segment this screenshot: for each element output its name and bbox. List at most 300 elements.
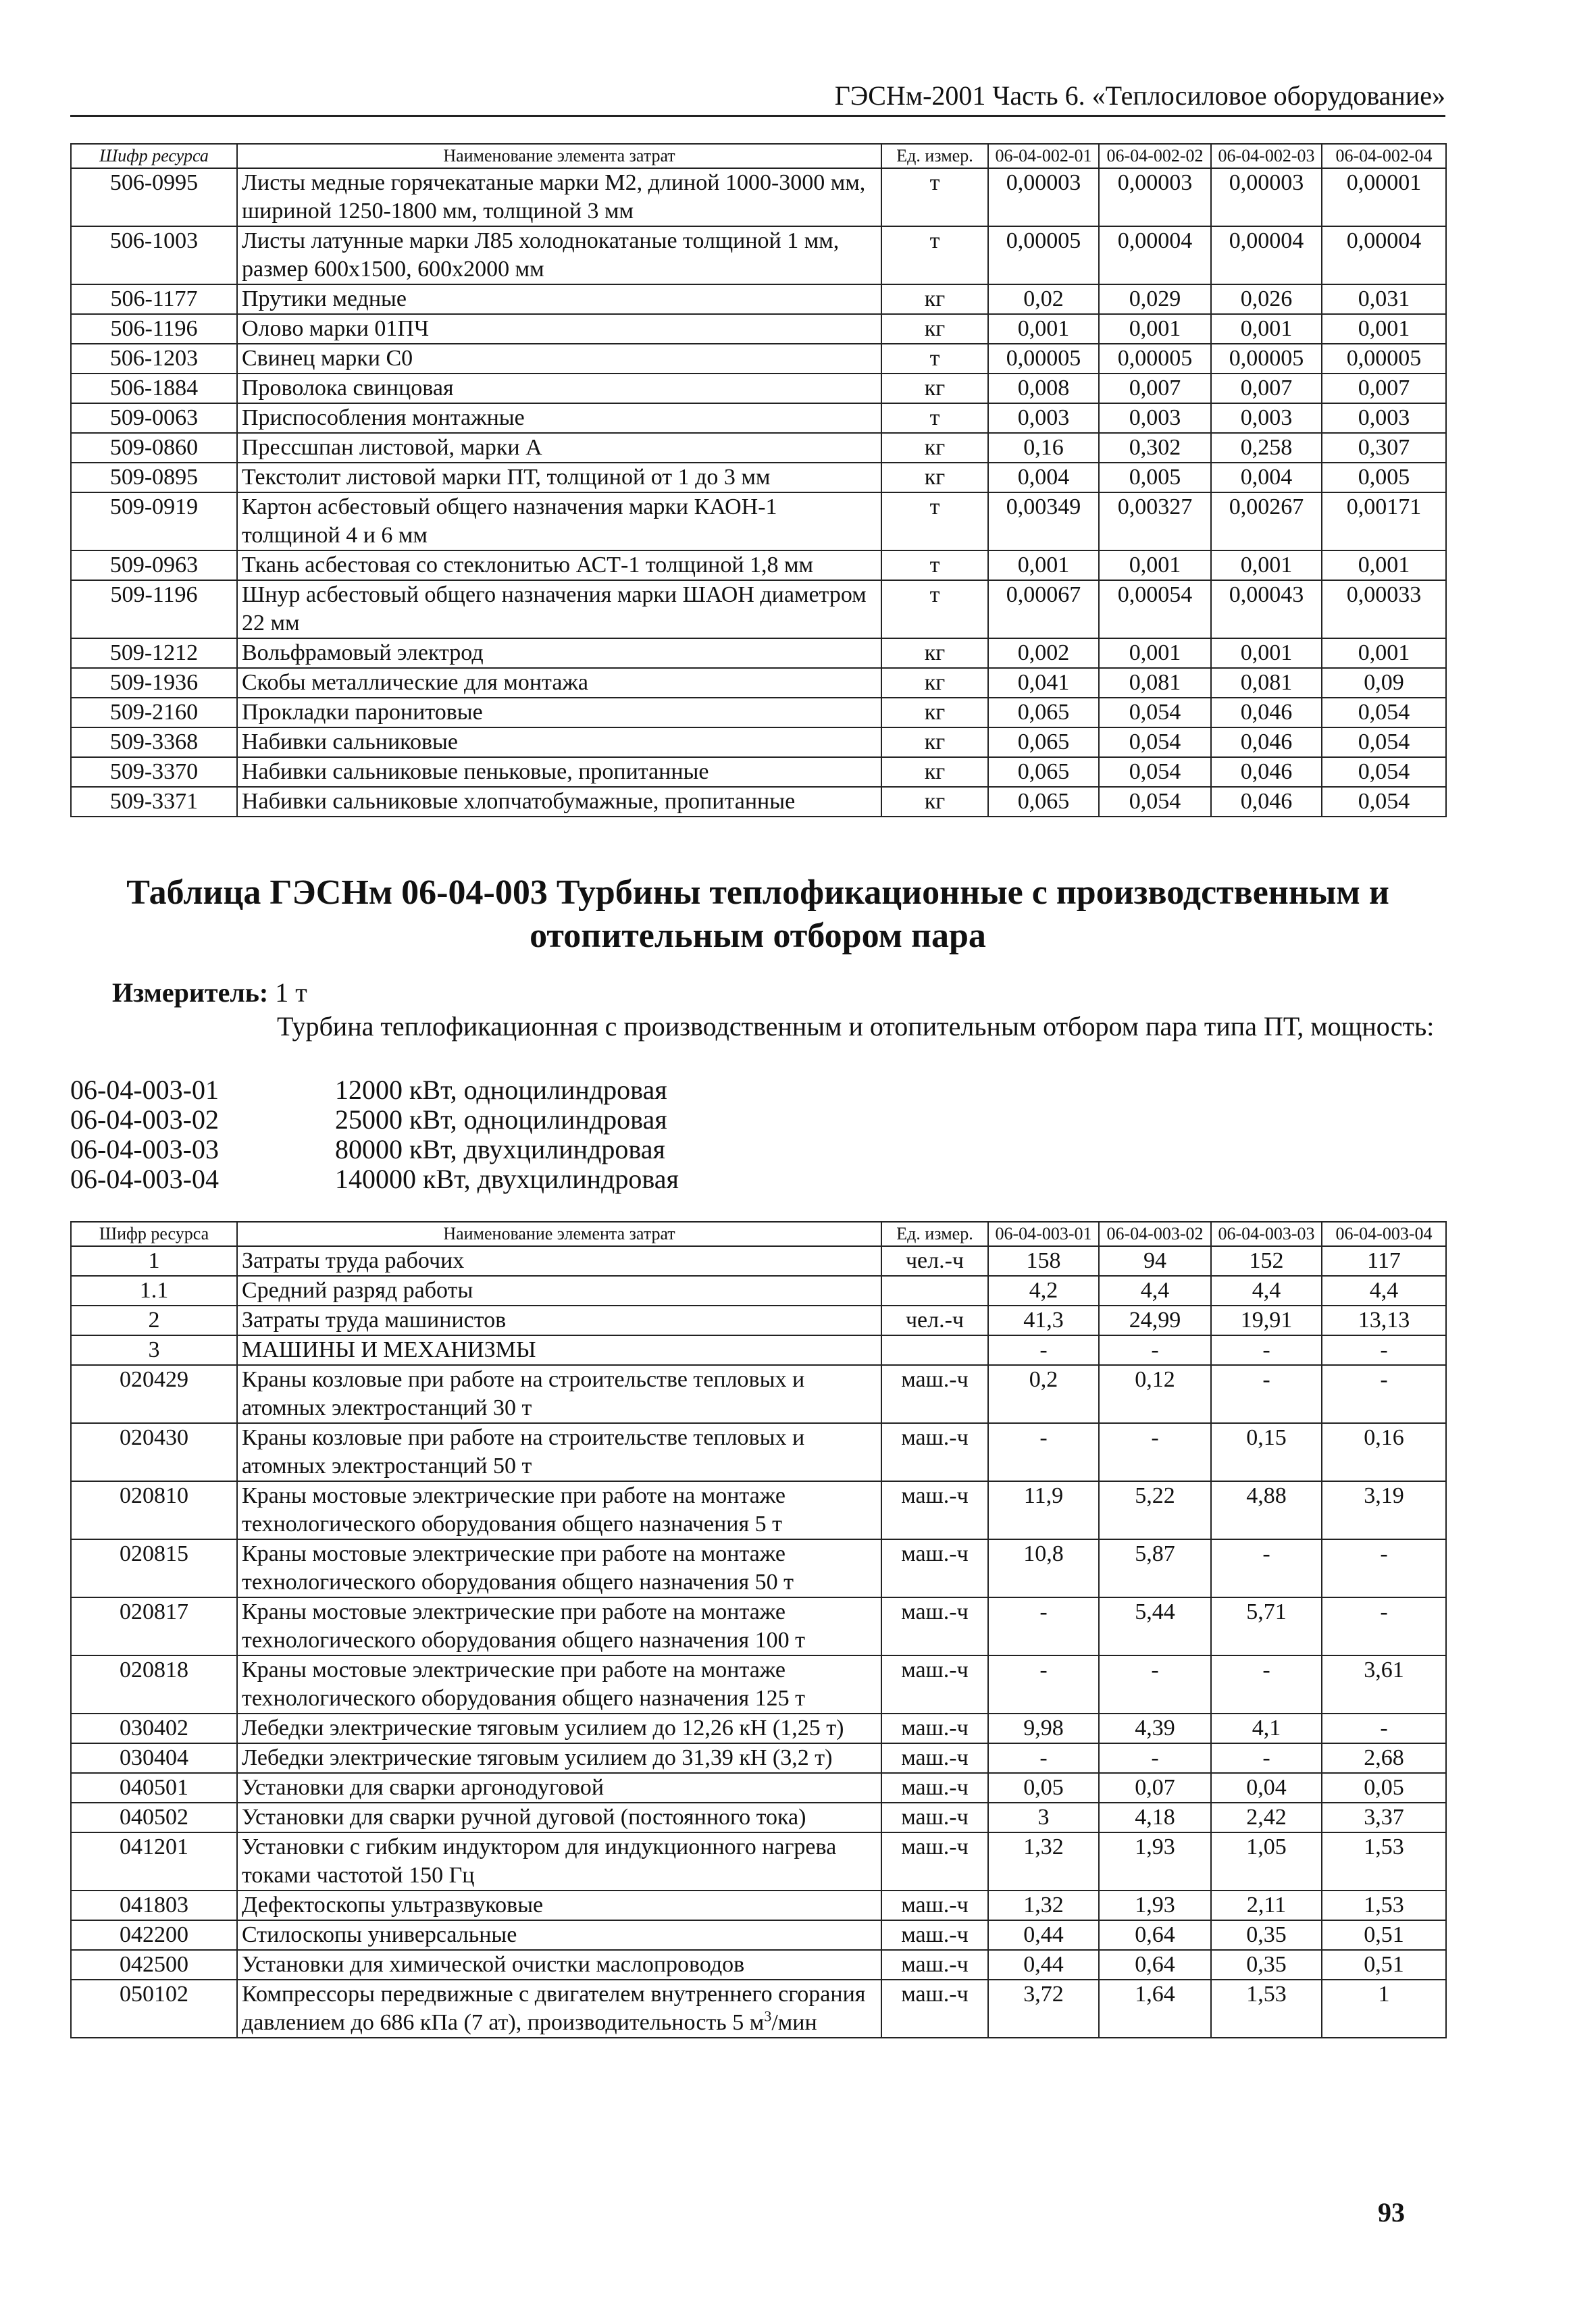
cell-name: Установки с гибким индуктором для индукционного нагрева токами частотой 150 Гц — [237, 1832, 881, 1891]
variant-item — [70, 1164, 679, 1194]
cell-code: 509-0963 — [71, 550, 237, 580]
cell-code: 030402 — [71, 1714, 237, 1743]
cell-name: Краны козловые при работе на строительстве тепловых и атомных электростанций 50 т — [237, 1423, 881, 1481]
cell-value-4: 0,001 — [1322, 314, 1446, 344]
cell-code: 042200 — [71, 1920, 237, 1950]
cell-value-4: 0,09 — [1322, 668, 1446, 698]
cell-unit: кг — [881, 314, 988, 344]
measure-value: 1 т — [275, 977, 307, 1008]
cell-name: Прутики медные — [237, 284, 881, 314]
cell-value-4: 0,51 — [1322, 1920, 1446, 1950]
table-row — [71, 1980, 1446, 2038]
cell-value-4: 0,307 — [1322, 433, 1446, 463]
cell-unit: т — [881, 550, 988, 580]
cell-value-2: 0,64 — [1099, 1920, 1211, 1950]
cell-value-1: 0,00005 — [988, 226, 1099, 284]
cell-value-2: 0,007 — [1099, 374, 1211, 403]
variant-code: 06-04-003-01 — [70, 1075, 219, 1105]
col-header-v3: 06-04-002-03 — [1211, 144, 1322, 168]
cell-unit: маш.-ч — [881, 1655, 988, 1714]
cell-value-4: 0,054 — [1322, 698, 1446, 727]
col-header-v2: 06-04-002-02 — [1099, 144, 1211, 168]
cell-value-3: 0,00004 — [1211, 226, 1322, 284]
cell-name: Набивки сальниковые хлопчатобумажные, пропитанные — [237, 787, 881, 817]
cell-name: Краны козловые при работе на строительстве тепловых и атомных электростанций 30 т — [237, 1365, 881, 1423]
cell-name: Листы латунные марки Л85 холоднокатаные толщиной 1 мм, размер 600х1500, 600х2000 мм — [237, 226, 881, 284]
cell-value-1: - — [988, 1335, 1099, 1365]
cell-name: Вольфрамовый электрод — [237, 638, 881, 668]
cell-value-4: 0,00001 — [1322, 168, 1446, 226]
cell-value-2: 0,029 — [1099, 284, 1211, 314]
cell-unit: кг — [881, 787, 988, 817]
cell-value-2: 0,00054 — [1099, 580, 1211, 638]
resources-table-header — [71, 1222, 1446, 1246]
cell-unit: маш.-ч — [881, 1891, 988, 1920]
table-row — [71, 1481, 1446, 1539]
cell-value-2: 4,18 — [1099, 1803, 1211, 1832]
cell-value-4: 1,53 — [1322, 1832, 1446, 1891]
cell-value-4: - — [1322, 1714, 1446, 1743]
cell-value-1: 0,00005 — [988, 344, 1099, 374]
cell-name: Ткань асбестовая со стеклонитью АСТ-1 толщиной 1,8 мм — [237, 550, 881, 580]
cell-value-1: 0,065 — [988, 757, 1099, 787]
table-row — [71, 1276, 1446, 1306]
cell-code: 040501 — [71, 1773, 237, 1803]
cell-value-3: - — [1211, 1365, 1322, 1423]
cell-value-1: 11,9 — [988, 1481, 1099, 1539]
table-row — [71, 1950, 1446, 1980]
cell-name: Затраты труда машинистов — [237, 1306, 881, 1335]
cell-code: 042500 — [71, 1950, 237, 1980]
cell-value-1: 0,065 — [988, 787, 1099, 817]
cell-value-1: 0,001 — [988, 314, 1099, 344]
cell-unit: маш.-ч — [881, 1950, 988, 1980]
cell-name: Текстолит листовой марки ПТ, толщиной от 1 до 3 мм — [237, 463, 881, 492]
cell-value-1: 0,16 — [988, 433, 1099, 463]
cell-value-3: - — [1211, 1743, 1322, 1773]
cell-unit: кг — [881, 638, 988, 668]
cell-value-2: 4,4 — [1099, 1276, 1211, 1306]
cell-value-2: 0,054 — [1099, 757, 1211, 787]
variant-text: 25000 кВт, одноцилиндровая — [335, 1104, 667, 1135]
cell-value-2: 0,001 — [1099, 638, 1211, 668]
cell-value-3: 0,046 — [1211, 698, 1322, 727]
page-number: 93 — [1378, 2197, 1405, 2228]
cell-value-3: 0,004 — [1211, 463, 1322, 492]
cell-value-4: 0,054 — [1322, 787, 1446, 817]
col-header-unit: Ед. измер. — [881, 144, 988, 168]
cell-code: 509-1212 — [71, 638, 237, 668]
table-row — [71, 1773, 1446, 1803]
cell-value-4: 1,53 — [1322, 1891, 1446, 1920]
table-row — [71, 374, 1446, 403]
table-row — [71, 1335, 1446, 1365]
resources-table-body — [71, 1246, 1446, 2038]
cell-value-1: 0,001 — [988, 550, 1099, 580]
table-row — [71, 1597, 1446, 1655]
cell-name: Скобы металлические для монтажа — [237, 668, 881, 698]
cell-value-2: - — [1099, 1335, 1211, 1365]
cell-code: 506-1884 — [71, 374, 237, 403]
cell-code: 509-3371 — [71, 787, 237, 817]
variant-item — [70, 1135, 679, 1164]
table-row — [71, 1920, 1446, 1950]
cell-value-3: 0,001 — [1211, 314, 1322, 344]
table-row — [71, 1655, 1446, 1714]
cell-value-1: 0,44 — [988, 1920, 1099, 1950]
cell-unit: кг — [881, 374, 988, 403]
cell-value-3: 2,42 — [1211, 1803, 1322, 1832]
cell-value-3: 0,35 — [1211, 1920, 1322, 1950]
cell-value-3: 19,91 — [1211, 1306, 1322, 1335]
cell-value-2: 0,00004 — [1099, 226, 1211, 284]
cell-value-1: 158 — [988, 1246, 1099, 1276]
cell-name: Стилоскопы универсальные — [237, 1920, 881, 1950]
cell-value-3: 4,4 — [1211, 1276, 1322, 1306]
cell-value-4: 0,003 — [1322, 403, 1446, 433]
cell-code: 506-1203 — [71, 344, 237, 374]
cell-value-4: 4,4 — [1322, 1276, 1446, 1306]
cell-value-1: 3 — [988, 1803, 1099, 1832]
table-row — [71, 344, 1446, 374]
cell-value-2: 0,054 — [1099, 727, 1211, 757]
cell-value-1: 10,8 — [988, 1539, 1099, 1597]
cell-code: 020818 — [71, 1655, 237, 1714]
cell-value-2: 0,00327 — [1099, 492, 1211, 550]
table-row — [71, 1423, 1446, 1481]
cell-value-1: 0,02 — [988, 284, 1099, 314]
cell-code: 020429 — [71, 1365, 237, 1423]
cell-value-4: 0,007 — [1322, 374, 1446, 403]
cell-code: 1 — [71, 1246, 237, 1276]
table-row — [71, 314, 1446, 344]
cell-value-2: - — [1099, 1655, 1211, 1714]
col-header-v3: 06-04-003-03 — [1211, 1222, 1322, 1246]
variant-text: 140000 кВт, двухцилиндровая — [335, 1164, 679, 1194]
cell-value-1: 1,32 — [988, 1832, 1099, 1891]
cell-code: 020815 — [71, 1539, 237, 1597]
cell-unit: т — [881, 580, 988, 638]
cell-code: 509-1936 — [71, 668, 237, 698]
cell-value-4: 0,00004 — [1322, 226, 1446, 284]
cell-name: Листы медные горячекатаные марки М2, длиной 1000-3000 мм, шириной 1250-1800 мм, толщиной 3 мм — [237, 168, 881, 226]
cell-name — [237, 1980, 881, 2038]
cell-value-3: 0,046 — [1211, 787, 1322, 817]
cell-name-superscript: 3 — [764, 2007, 772, 2025]
table-row — [71, 226, 1446, 284]
cell-value-2: 0,054 — [1099, 698, 1211, 727]
cell-unit: маш.-ч — [881, 1773, 988, 1803]
cell-unit: кг — [881, 668, 988, 698]
cell-name: Средний разряд работы — [237, 1276, 881, 1306]
cell-value-2: 94 — [1099, 1246, 1211, 1276]
cell-code: 509-0860 — [71, 433, 237, 463]
cell-value-2: - — [1099, 1743, 1211, 1773]
cell-name: Набивки сальниковые — [237, 727, 881, 757]
cell-value-2: 0,005 — [1099, 463, 1211, 492]
cell-value-3: 0,35 — [1211, 1950, 1322, 1980]
cell-value-3: 0,026 — [1211, 284, 1322, 314]
measure-line — [112, 977, 307, 1009]
cell-value-3: 1,05 — [1211, 1832, 1322, 1891]
variant-code: 06-04-003-03 — [70, 1134, 219, 1164]
cell-value-2: 0,64 — [1099, 1950, 1211, 1980]
cell-name: Краны мостовые электрические при работе на монтаже технологического оборудования общего назначения 100 т — [237, 1597, 881, 1655]
cell-value-3: 0,00003 — [1211, 168, 1322, 226]
cell-unit: маш.-ч — [881, 1803, 988, 1832]
cell-name: Лебедки электрические тяговым усилием до 31,39 кН (3,2 т) — [237, 1743, 881, 1773]
table-row — [71, 1891, 1446, 1920]
cell-code: 040502 — [71, 1803, 237, 1832]
cell-value-3: 152 — [1211, 1246, 1322, 1276]
variant-item — [70, 1075, 679, 1105]
table-row — [71, 638, 1446, 668]
cell-value-4: 0,00005 — [1322, 344, 1446, 374]
cell-value-2: 0,001 — [1099, 314, 1211, 344]
table-row — [71, 580, 1446, 638]
cell-unit: маш.-ч — [881, 1832, 988, 1891]
cell-unit: кг — [881, 727, 988, 757]
running-header: ГЭСНм-2001 Часть 6. «Теплосиловое оборудование» — [70, 80, 1445, 117]
resources-table — [70, 1221, 1447, 2038]
cell-value-4: - — [1322, 1597, 1446, 1655]
cell-code: 509-3370 — [71, 757, 237, 787]
cell-code: 509-1196 — [71, 580, 237, 638]
cell-name: Свинец марки С0 — [237, 344, 881, 374]
col-header-unit: Ед. измер. — [881, 1222, 988, 1246]
cell-code: 1.1 — [71, 1276, 237, 1306]
cell-code: 506-1003 — [71, 226, 237, 284]
cell-value-3: 5,71 — [1211, 1597, 1322, 1655]
cell-value-2: 5,22 — [1099, 1481, 1211, 1539]
table-row — [71, 492, 1446, 550]
table-title: Таблица ГЭСНм 06-04-003 Турбины теплофикационные с производственным и отопительным отбором пара — [126, 873, 1389, 955]
materials-table-header — [71, 144, 1446, 168]
table-row — [71, 668, 1446, 698]
cell-value-1: 0,004 — [988, 463, 1099, 492]
cell-unit — [881, 1276, 988, 1306]
cell-unit: маш.-ч — [881, 1597, 988, 1655]
cell-value-1: - — [988, 1597, 1099, 1655]
col-header-code: Шифр ресурса — [71, 144, 237, 168]
cell-value-2: 0,081 — [1099, 668, 1211, 698]
cell-code: 030404 — [71, 1743, 237, 1773]
materials-table — [70, 143, 1447, 817]
cell-value-2: 0,00003 — [1099, 168, 1211, 226]
table-row — [71, 1743, 1446, 1773]
cell-name: Шнур асбестовый общего назначения марки ШАОН диаметром 22 мм — [237, 580, 881, 638]
cell-unit: маш.-ч — [881, 1743, 988, 1773]
cell-value-1: 0,2 — [988, 1365, 1099, 1423]
cell-value-3: 0,046 — [1211, 727, 1322, 757]
cell-name: Дефектоскопы ультразвуковые — [237, 1891, 881, 1920]
cell-value-4: 0,001 — [1322, 550, 1446, 580]
col-header-v2: 06-04-003-02 — [1099, 1222, 1211, 1246]
cell-name: Краны мостовые электрические при работе на монтаже технологического оборудования общего назначения 50 т — [237, 1539, 881, 1597]
cell-value-3: 0,001 — [1211, 550, 1322, 580]
cell-code: 041201 — [71, 1832, 237, 1891]
cell-value-1: 0,041 — [988, 668, 1099, 698]
cell-value-1: 0,065 — [988, 727, 1099, 757]
cell-unit: т — [881, 168, 988, 226]
cell-code: 041803 — [71, 1891, 237, 1920]
table-row — [71, 284, 1446, 314]
cell-value-2: 0,07 — [1099, 1773, 1211, 1803]
cell-value-4: 2,68 — [1322, 1743, 1446, 1773]
cell-name: Олово марки 01ПЧ — [237, 314, 881, 344]
cell-unit: маш.-ч — [881, 1365, 988, 1423]
cell-value-1: 0,05 — [988, 1773, 1099, 1803]
cell-code: 020810 — [71, 1481, 237, 1539]
cell-value-2: - — [1099, 1423, 1211, 1481]
table-row — [71, 433, 1446, 463]
cell-code: 506-0995 — [71, 168, 237, 226]
cell-value-3: 0,003 — [1211, 403, 1322, 433]
cell-value-3: 0,15 — [1211, 1423, 1322, 1481]
table-row — [71, 403, 1446, 433]
table-row — [71, 698, 1446, 727]
cell-name: Краны мостовые электрические при работе на монтаже технологического оборудования общего назначения 125 т — [237, 1655, 881, 1714]
cell-value-1: - — [988, 1655, 1099, 1714]
cell-name-tail: /мин — [771, 2010, 817, 2035]
cell-value-2: 5,44 — [1099, 1597, 1211, 1655]
cell-name: Набивки сальниковые пеньковые, пропитанные — [237, 757, 881, 787]
cell-name: Установки для сварки ручной дуговой (постоянного тока) — [237, 1803, 881, 1832]
table-row — [71, 1714, 1446, 1743]
cell-value-3: 0,00267 — [1211, 492, 1322, 550]
cell-value-1: 0,065 — [988, 698, 1099, 727]
cell-value-4: 3,61 — [1322, 1655, 1446, 1714]
cell-value-2: 1,64 — [1099, 1980, 1211, 2038]
cell-name: Прокладки паронитовые — [237, 698, 881, 727]
cell-value-2: 0,12 — [1099, 1365, 1211, 1423]
cell-value-3: 4,1 — [1211, 1714, 1322, 1743]
cell-value-4: 1 — [1322, 1980, 1446, 2038]
cell-name: Картон асбестовый общего назначения марки КАОН-1 толщиной 4 и 6 мм — [237, 492, 881, 550]
cell-value-2: 4,39 — [1099, 1714, 1211, 1743]
cell-value-1: 1,32 — [988, 1891, 1099, 1920]
cell-unit: т — [881, 344, 988, 374]
variant-code: 06-04-003-04 — [70, 1164, 219, 1194]
cell-name: Лебедки электрические тяговым усилием до 12,26 кН (1,25 т) — [237, 1714, 881, 1743]
table-row — [71, 727, 1446, 757]
table-row — [71, 1803, 1446, 1832]
cell-value-3: - — [1211, 1539, 1322, 1597]
cell-value-1: 41,3 — [988, 1306, 1099, 1335]
cell-code: 3 — [71, 1335, 237, 1365]
cell-value-1: 0,00067 — [988, 580, 1099, 638]
cell-value-3: 4,88 — [1211, 1481, 1322, 1539]
cell-value-4: 0,00033 — [1322, 580, 1446, 638]
cell-value-3: - — [1211, 1655, 1322, 1714]
cell-unit: кг — [881, 433, 988, 463]
table-row — [71, 757, 1446, 787]
cell-value-4: 0,005 — [1322, 463, 1446, 492]
cell-name: Краны мостовые электрические при работе на монтаже технологического оборудования общего назначения 5 т — [237, 1481, 881, 1539]
cell-value-1: 0,00349 — [988, 492, 1099, 550]
cell-code: 509-3368 — [71, 727, 237, 757]
cell-value-3: 2,11 — [1211, 1891, 1322, 1920]
cell-unit: т — [881, 403, 988, 433]
cell-unit: маш.-ч — [881, 1714, 988, 1743]
cell-code: 506-1177 — [71, 284, 237, 314]
cell-value-4: 0,51 — [1322, 1950, 1446, 1980]
cell-value-3: 0,001 — [1211, 638, 1322, 668]
table-row — [71, 550, 1446, 580]
col-header-code: Шифр ресурса — [71, 1222, 237, 1246]
col-header-name: Наименование элемента затрат — [237, 144, 881, 168]
cell-value-3: 0,007 — [1211, 374, 1322, 403]
cell-value-3: 0,00005 — [1211, 344, 1322, 374]
cell-value-3: 1,53 — [1211, 1980, 1322, 2038]
table-row — [71, 168, 1446, 226]
measure-label: Измеритель: — [112, 977, 269, 1008]
col-header-v4: 06-04-002-04 — [1322, 144, 1446, 168]
cell-code: 509-2160 — [71, 698, 237, 727]
cell-value-1: 0,003 — [988, 403, 1099, 433]
cell-value-4: 0,054 — [1322, 727, 1446, 757]
cell-value-4: 0,16 — [1322, 1423, 1446, 1481]
cell-value-2: 0,003 — [1099, 403, 1211, 433]
cell-value-1: 0,002 — [988, 638, 1099, 668]
cell-unit: кг — [881, 757, 988, 787]
cell-value-4: - — [1322, 1539, 1446, 1597]
cell-code: 020817 — [71, 1597, 237, 1655]
cell-unit: кг — [881, 698, 988, 727]
cell-unit — [881, 1335, 988, 1365]
cell-code: 506-1196 — [71, 314, 237, 344]
cell-value-1: 0,008 — [988, 374, 1099, 403]
cell-name: Приспособления монтажные — [237, 403, 881, 433]
cell-value-3: 0,046 — [1211, 757, 1322, 787]
variant-text: 80000 кВт, двухцилиндровая — [335, 1134, 665, 1164]
table-row — [71, 463, 1446, 492]
cell-unit: кг — [881, 284, 988, 314]
table-row — [71, 1306, 1446, 1335]
cell-value-4: 117 — [1322, 1246, 1446, 1276]
cell-code: 2 — [71, 1306, 237, 1335]
cell-value-1: 3,72 — [988, 1980, 1099, 2038]
cell-value-1: 0,44 — [988, 1950, 1099, 1980]
cell-name: Затраты труда рабочих — [237, 1246, 881, 1276]
col-header-v1: 06-04-003-01 — [988, 1222, 1099, 1246]
cell-value-4: 0,05 — [1322, 1773, 1446, 1803]
cell-value-3: 0,04 — [1211, 1773, 1322, 1803]
variant-code: 06-04-003-02 — [70, 1104, 219, 1135]
cell-value-1: - — [988, 1743, 1099, 1773]
cell-value-4: - — [1322, 1335, 1446, 1365]
cell-value-4: 3,37 — [1322, 1803, 1446, 1832]
table-row — [71, 1246, 1446, 1276]
cell-unit: маш.-ч — [881, 1423, 988, 1481]
col-header-v1: 06-04-002-01 — [988, 144, 1099, 168]
cell-value-2: 0,00005 — [1099, 344, 1211, 374]
table-row — [71, 1832, 1446, 1891]
cell-value-3: 0,00043 — [1211, 580, 1322, 638]
cell-value-2: 0,001 — [1099, 550, 1211, 580]
cell-value-2: 1,93 — [1099, 1891, 1211, 1920]
cell-value-2: 0,302 — [1099, 433, 1211, 463]
cell-value-3: 0,081 — [1211, 668, 1322, 698]
col-header-v4: 06-04-003-04 — [1322, 1222, 1446, 1246]
cell-unit: маш.-ч — [881, 1980, 988, 2038]
cell-value-4: - — [1322, 1365, 1446, 1423]
cell-value-3: 0,258 — [1211, 433, 1322, 463]
cell-value-1: 0,00003 — [988, 168, 1099, 226]
cell-name: МАШИНЫ И МЕХАНИЗМЫ — [237, 1335, 881, 1365]
cell-code: 020430 — [71, 1423, 237, 1481]
cell-code: 509-0895 — [71, 463, 237, 492]
